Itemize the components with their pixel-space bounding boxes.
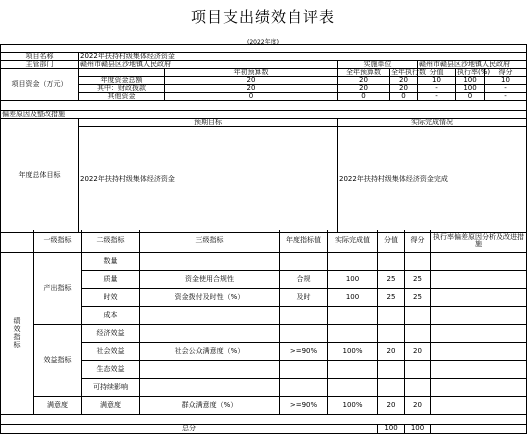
funds-header-rate: 执行率(%) — [457, 68, 491, 76]
indicator-actual: 100 — [328, 270, 378, 288]
dept-value: 赣州市赣县区沙地镇人民政府 — [79, 61, 338, 69]
indicator-l2: 满意度 — [82, 396, 140, 414]
funds-cell: 20 — [165, 85, 338, 93]
indicator-analysis — [431, 324, 527, 342]
indicator-l3 — [140, 252, 280, 270]
funds-header-annual: 全年预算数 — [338, 69, 390, 77]
indicator-l2: 成本 — [82, 306, 140, 324]
indicator-score — [378, 378, 405, 396]
indicator-analysis — [431, 252, 527, 270]
project-name-value: 2022年扶持村级集体经济资金 — [79, 53, 527, 61]
indicator-target — [280, 378, 328, 396]
indicator-actual: 100% — [328, 342, 378, 360]
goal-expected-value: 2022年扶持村级集体经济资金 — [79, 127, 338, 233]
indicator-got — [405, 378, 431, 396]
funds-cell: 0 — [338, 93, 390, 101]
indicator-header-l1: 一级指标 — [34, 230, 82, 252]
total-label: 总分 — [1, 424, 378, 433]
side-label-text: 绩效指标 — [13, 316, 21, 350]
funds-cell: 20 — [165, 77, 338, 85]
indicator-header-score: 分值 — [378, 230, 405, 252]
indicator-l3 — [140, 324, 280, 342]
goal-label: 年度总体目标 — [1, 119, 79, 233]
funds-row-fiscal-label: 其中：财政拨款 — [79, 85, 165, 93]
indicator-l2: 社会效益 — [82, 342, 140, 360]
indicator-target: 及时 — [280, 288, 328, 306]
indicator-actual — [328, 252, 378, 270]
funds-cell: 10 — [485, 77, 527, 85]
indicator-target: >=90% — [280, 396, 328, 414]
indicator-target: >=90% — [280, 342, 328, 360]
funds-cell: 20 — [338, 77, 390, 85]
funds-cell: 20 — [390, 77, 418, 85]
total-got: 100 — [405, 424, 431, 433]
indicator-header-analysis: 执行率偏差原因分析及改进措施 — [431, 230, 527, 252]
indicator-analysis — [431, 306, 527, 324]
funds-cell: - — [418, 85, 456, 93]
indicator-header-got: 得分 — [405, 230, 431, 252]
indicator-corner — [1, 230, 34, 252]
indicator-header-target: 年度指标值 — [280, 230, 328, 252]
funds-header-initial: 年初预算数 — [165, 69, 338, 77]
project-name-label: 项目名称 — [1, 53, 79, 61]
indicator-score: 20 — [378, 342, 405, 360]
funds-header-score: 分值 — [418, 69, 456, 77]
indicator-l3 — [140, 306, 280, 324]
indicator-analysis — [431, 270, 527, 288]
indicator-header-actual: 实际完成值 — [328, 230, 378, 252]
indicator-score — [378, 324, 405, 342]
goal-expected-header: 预期目标 — [79, 119, 338, 127]
indicator-l2: 可持续影响 — [82, 378, 140, 396]
indicator-l2: 生态效益 — [82, 360, 140, 378]
indicator-target: 合规 — [280, 270, 328, 288]
indicator-l3: 资金使用合规性 — [140, 270, 280, 288]
funds-header-got: 得分 — [485, 69, 527, 77]
funds-cell: 0 — [456, 93, 485, 101]
indicator-actual — [328, 360, 378, 378]
indicator-score: 25 — [378, 288, 405, 306]
indicator-got — [405, 306, 431, 324]
group-output: 产出指标 — [34, 252, 82, 324]
indicator-l2: 质量 — [82, 270, 140, 288]
indicator-got: 20 — [405, 342, 431, 360]
funds-cell: - — [485, 93, 527, 101]
indicator-l2: 时效 — [82, 288, 140, 306]
indicator-table — [0, 230, 527, 434]
impl-label: 实施单位 — [338, 61, 418, 69]
funds-row-other-label: 其他资金 — [79, 93, 165, 101]
funds-cell: 100 — [456, 85, 485, 93]
goal-actual-value: 2022年扶持村级集体经济资金完成 — [338, 127, 527, 233]
deviation-label: 偏差原因及整改措施 — [1, 111, 527, 119]
funds-cell: 20 — [390, 85, 418, 93]
funds-cell: 0 — [390, 93, 418, 101]
group-satisfaction: 满意度 — [34, 396, 82, 414]
spacer-row — [1, 101, 527, 111]
indicator-actual: 100 — [328, 288, 378, 306]
indicator-actual — [328, 306, 378, 324]
dept-label: 主管部门 — [1, 61, 79, 69]
indicator-got: 25 — [405, 270, 431, 288]
indicator-score — [378, 306, 405, 324]
funds-header-executed: 全年执行数 — [391, 68, 426, 76]
funds-cell: 0 — [165, 93, 338, 101]
indicator-l3: 资金拨付及时性（%） — [140, 288, 280, 306]
indicator-l2: 经济效益 — [82, 324, 140, 342]
indicator-l2: 数量 — [82, 252, 140, 270]
funds-cell: 20 — [338, 85, 390, 93]
indicator-analysis — [431, 288, 527, 306]
indicator-got: 25 — [405, 288, 431, 306]
indicator-actual: 100% — [328, 396, 378, 414]
indicator-l3 — [140, 378, 280, 396]
funds-row-total-label: 年度资金总额 — [79, 77, 165, 85]
indicator-header-l3: 三级指标 — [140, 230, 280, 252]
funds-cell: - — [485, 85, 527, 93]
funds-cell: - — [418, 93, 456, 101]
indicator-actual — [328, 324, 378, 342]
funds-cell: 10 — [418, 77, 456, 85]
indicator-target — [280, 360, 328, 378]
info-table — [0, 44, 527, 233]
indicator-got: 20 — [405, 396, 431, 414]
indicator-score: 25 — [378, 270, 405, 288]
funds-cell: 100 — [456, 77, 485, 85]
page-title: 项目支出绩效自评表 — [190, 8, 335, 26]
total-score: 100 — [378, 424, 405, 433]
indicator-got — [405, 324, 431, 342]
indicator-actual — [328, 378, 378, 396]
year-subtitle: (2022年度) — [247, 39, 279, 46]
total-analysis — [431, 424, 527, 433]
indicator-side-label — [1, 252, 34, 414]
indicator-l3: 社会公众满意度（%） — [140, 342, 280, 360]
indicator-analysis — [431, 342, 527, 360]
group-benefit: 效益指标 — [34, 324, 82, 396]
indicator-analysis — [431, 360, 527, 378]
indicator-l3: 群众满意度（%） — [140, 396, 280, 414]
indicator-target — [280, 324, 328, 342]
indicator-l3 — [140, 360, 280, 378]
impl-value: 赣州市赣县区沙地镇人民政府 — [418, 61, 527, 69]
indicator-score: 20 — [378, 396, 405, 414]
goal-actual-header: 实际完成情况 — [338, 119, 527, 127]
indicator-header-l2: 二级指标 — [82, 230, 140, 252]
indicator-score — [378, 252, 405, 270]
indicator-analysis — [431, 396, 527, 414]
indicator-got — [405, 252, 431, 270]
indicator-target — [280, 252, 328, 270]
indicator-score — [378, 360, 405, 378]
indicator-analysis — [431, 378, 527, 396]
indicator-target — [280, 306, 328, 324]
spacer-row — [1, 414, 527, 424]
funds-label: 项目资金（万元） — [1, 69, 79, 101]
indicator-got — [405, 360, 431, 378]
